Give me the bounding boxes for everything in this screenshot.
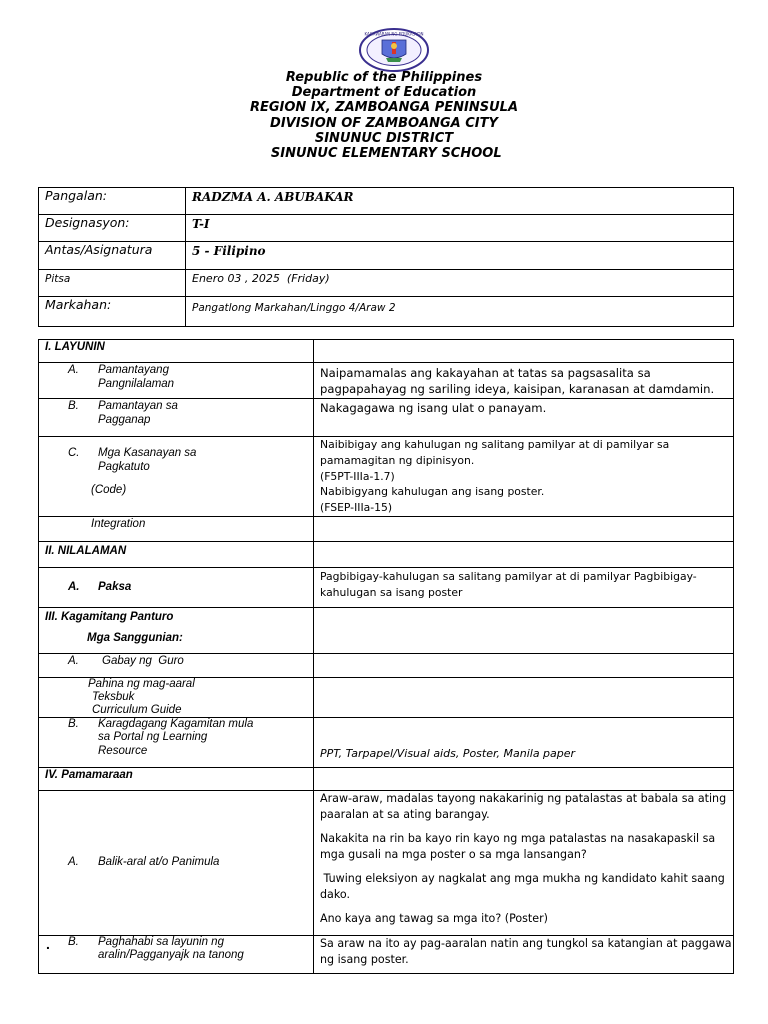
layunin-b-value: Nakagagawa ng isang ulat o panayam. [314, 399, 734, 437]
info-value-subject: 5 - Filipino [186, 242, 734, 269]
item-label: Pamantayan sa Pagganap [98, 400, 178, 426]
item-label: Pamantayang Pangnilalaman [98, 364, 175, 390]
item-label: Mga Kasanayan sa Pagkatuto [98, 447, 197, 473]
item-label: Balik-aral at/o Panimula [98, 856, 220, 869]
header-line-department: Department of Education [291, 85, 477, 101]
balik-aral-paragraph-1: Araw-araw, madalas tayong nakakarinig ng patalastas at babala sa ating paaralan at sa ating barangay. [320, 791, 727, 821]
list-item [39, 364, 313, 391]
item-letter: A. [68, 580, 80, 593]
list-item [39, 655, 313, 669]
layunin-c-value-2: (F5PT-IIIa-1.7) [320, 469, 395, 483]
curriculum-label: Curriculum Guide [92, 703, 182, 716]
bullet-marker: . [46, 935, 50, 952]
item-letter: A. [68, 654, 79, 667]
row-nilalaman-heading [39, 541, 734, 567]
section-pamamaraan-heading: IV. Pamamaraan [39, 767, 314, 790]
layunin-a-value: Naipamamalas ang kakayahan at tatas sa pagsasalita sa pagpapahayag ng sariling ideya, kaisipan, karanasan at damdamin. [314, 363, 734, 399]
info-value-date: Enero 03 , 2025 (Friday) [186, 269, 734, 296]
row-kagamitan-b [39, 717, 734, 767]
row-kagamitan-heading [39, 607, 734, 653]
item-label: Karagdagang Kagamitan mula sa Portal ng Learning Resource [98, 717, 254, 757]
row-layunin-b [39, 399, 734, 437]
header-line-republic: Republic of the Philippines [285, 70, 483, 85]
header-line-division: DIVISION OF ZAMBOANGA CITY [270, 115, 498, 131]
row-nilalaman-a [39, 567, 734, 607]
row-kagamitan-pahina [39, 677, 734, 717]
info-label-name: Pangalan: [39, 188, 186, 215]
item-letter: B. [68, 717, 79, 730]
list-item [39, 936, 313, 963]
deped-seal-logo [358, 28, 430, 72]
section-layunin-heading: I. LAYUNIN [39, 340, 314, 363]
info-value-name: RADZMA A. ABUBAKAR [186, 188, 734, 215]
section-kagamitan-heading: III. Kagamitang Panturo [45, 610, 174, 623]
row-layunin-a [39, 363, 734, 399]
item-letter: B. [68, 400, 79, 412]
item-label: Paksa [98, 580, 132, 593]
info-label-quarter: Markahan: [39, 296, 186, 326]
item-label: Paghahabi sa layunin ng aralin/Pagganyajk na tanong [98, 935, 244, 962]
list-item [39, 581, 313, 595]
row-integration [39, 516, 734, 541]
info-value-designation: T-I [186, 215, 734, 242]
row-layunin-c [39, 437, 734, 517]
list-item [39, 400, 313, 427]
balik-aral-paragraph-2: Nakakita na rin ba kayo rin kayo ng mga patalastas na nasakapaskil sa mga gusali na mga poster o sa mga lansangan? [320, 831, 716, 861]
balik-aral-paragraph-4: Ano kaya ang tawag sa mga ito? (Poster) [320, 911, 549, 925]
row-pamamaraan-a [39, 790, 734, 935]
code-label: (Code) [91, 484, 127, 496]
list-item [39, 856, 313, 870]
info-row-subject [39, 242, 734, 269]
row-pamamaraan-b [39, 935, 734, 973]
row-kagamitan-a [39, 653, 734, 677]
sanggunian-label: Mga Sanggunian: [87, 632, 183, 645]
row-pamamaraan-heading [39, 767, 734, 790]
pahina-label: Pahina ng mag-aaral [88, 677, 195, 690]
item-label: Gabay ng Guro [102, 654, 184, 667]
pamamaraan-b-value: Sa araw na ito ay pag-aaralan natin ang tungkol sa katangian at paggawa ng isang poster. [314, 935, 734, 973]
info-label-subject: Antas/Asignatura [39, 242, 186, 269]
info-row-date [39, 269, 734, 296]
nilalaman-a-value: Pagbibigay-kahulugan sa salitang pamilyar at di pamilyar Pagbibigay-kahulugan sa isang poster [314, 567, 734, 607]
school-header [0, 70, 768, 161]
layunin-c-value-1: Naibibigay ang kahulugan ng salitang pamilyar at di pamilyar sa pamamagitan ng dipinisyon. [320, 438, 670, 467]
header-line-region: REGION IX, ZAMBOANGA PENINSULA [249, 100, 519, 116]
info-row-quarter [39, 296, 734, 326]
item-letter: A. [68, 856, 79, 869]
row-layunin-heading [39, 340, 734, 363]
info-label-designation: Designasyon: [39, 215, 186, 242]
info-value-quarter: Pangatlong Markahan/Linggo 4/Araw 2 [186, 296, 734, 326]
teacher-info-table [38, 187, 734, 327]
header-line-district: SINUNUC DISTRICT [314, 130, 454, 146]
item-letter: C. [68, 447, 80, 459]
integration-label: Integration [39, 516, 314, 541]
list-item [39, 447, 313, 474]
item-letter: B. [68, 935, 79, 948]
lesson-plan-table [38, 339, 734, 974]
teksbuk-label: Teksbuk [92, 690, 135, 703]
kagamitan-b-value: PPT, Tarpapel/Visual aids, Poster, Manila paper [314, 717, 734, 767]
list-item [39, 718, 313, 759]
item-letter: A. [68, 364, 79, 376]
layunin-c-value-4: (FSEP-IIIa-15) [320, 501, 393, 515]
header-line-school: SINUNUC ELEMENTARY SCHOOL [266, 146, 502, 162]
section-nilalaman-heading: II. NILALAMAN [39, 541, 314, 567]
balik-aral-paragraph-3: Tuwing eleksiyon ay nagkalat ang mga mukha ng kandidato kahit saang dako. [320, 871, 729, 901]
layunin-c-value-3: Nabibigyang kahulugan ang isang poster. [320, 485, 545, 499]
svg-text:KAGAWARAN NG EDUKASYON: KAGAWARAN NG EDUKASYON [364, 31, 424, 37]
info-row-designation [39, 215, 734, 242]
info-label-date: Pitsa [39, 269, 186, 296]
info-row-name [39, 188, 734, 215]
